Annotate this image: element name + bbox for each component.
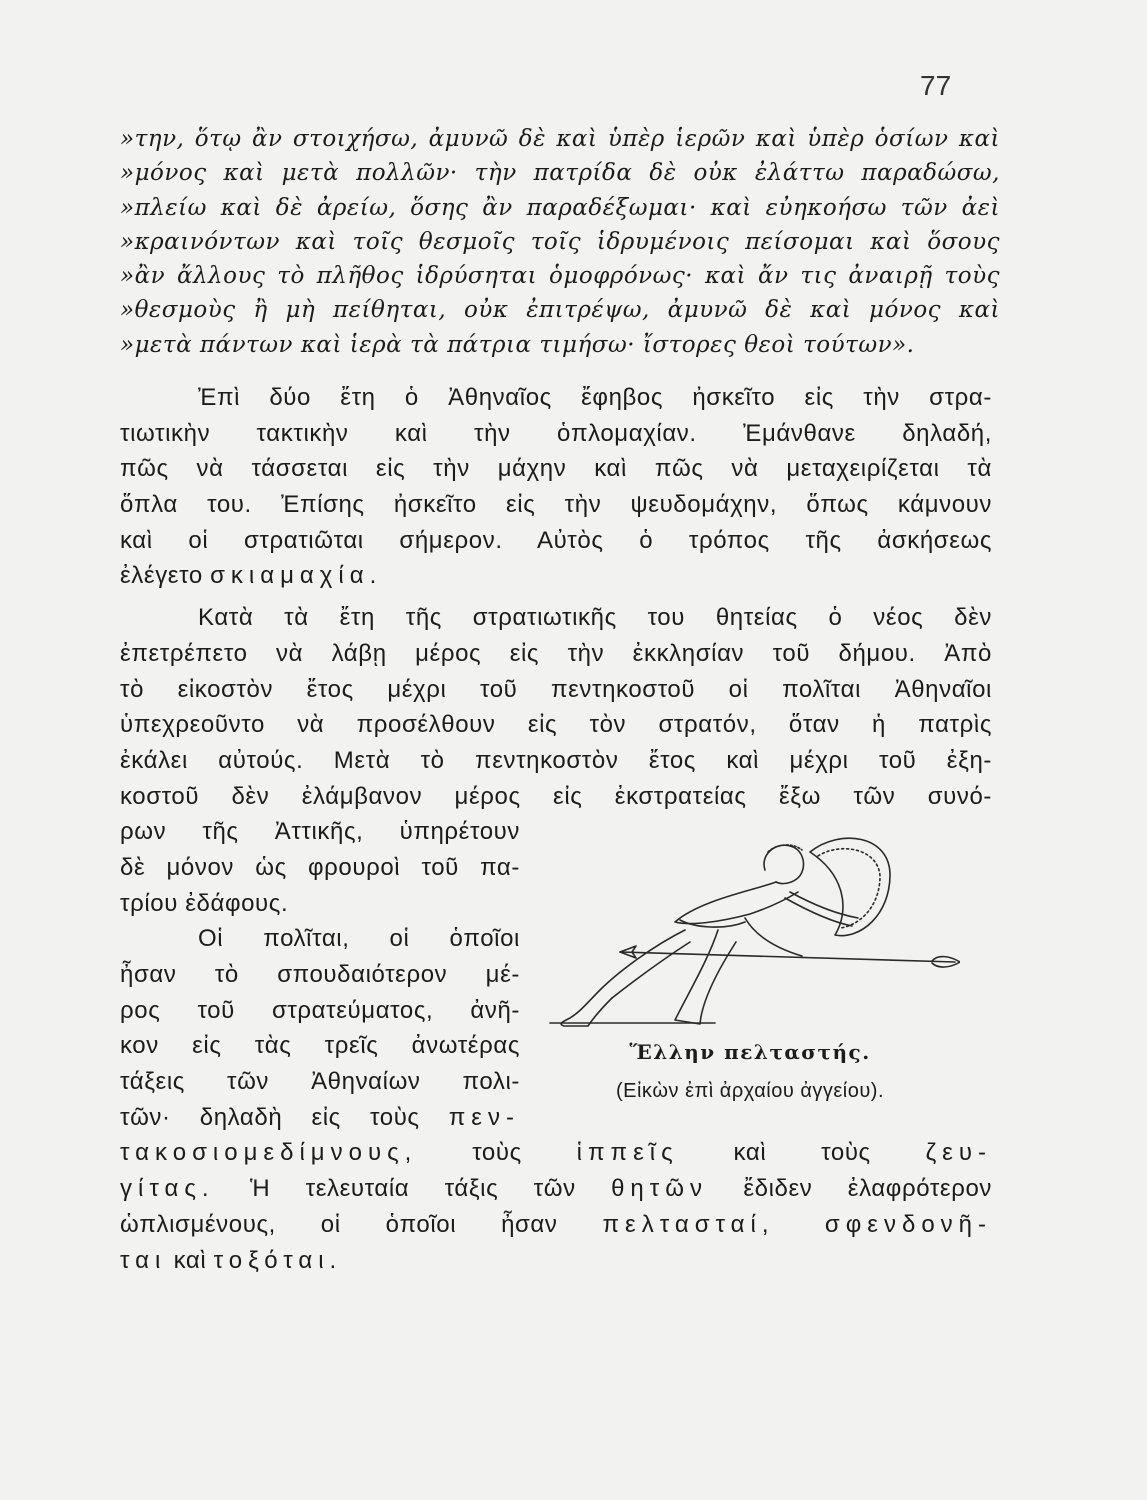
shield-shape [810, 838, 890, 935]
text-span: Ἡ τελευταία τάξις τῶν [214, 1175, 612, 1203]
text-line: ὑπεχρεοῦντο νὰ προσέλθουν εἰς τὸν στρατόν, ὅταν ἡ πατρὶς [120, 711, 992, 739]
text-line: κον εἰς τὰς τρεῖς ἀνωτέρας [120, 1032, 520, 1060]
text-span: τοὺς [417, 1139, 577, 1167]
text-line: Ἐπὶ δύο ἔτη ὁ Ἀθηναῖος ἔφηβος ἠσκεῖτο εἰς τὴν στρα- [198, 384, 992, 411]
figure-caption-source: (Εἰκὼν ἐπὶ ἀρχαίου ἀγγείου). [615, 1080, 885, 1102]
spear-line [620, 952, 955, 962]
spaced-term: τοξόται. [213, 1246, 343, 1274]
oath-line: »την, ὅτῳ ἂν στοιχήσω, ἀμυνῶ δὲ καὶ ὑπὲρ ἱερῶν καὶ ὑπὲρ ὁσίων καὶ [120, 126, 1000, 152]
text-line [120, 1243, 992, 1279]
ephebic-oath-quote [120, 122, 1000, 362]
peltast-figure [540, 830, 960, 1120]
text-span: καὶ τοὺς [678, 1139, 926, 1167]
spaced-term: θητῶν [611, 1175, 708, 1203]
spaced-term: σκιαμαχία. [210, 562, 383, 590]
oath-line: »πλείω καὶ δὲ ἀρείω, ὅσης ἂν παραδέξωμαι· καὶ εὐηκοήσω τῶν ἀεὶ [120, 194, 1000, 221]
spaced-term: ἱππεῖς [576, 1139, 679, 1167]
text-line: τάξεις τῶν Ἀθηναίων πολι- [120, 1068, 520, 1096]
figure-caption-title: Ἕλλην πελταστής. [629, 1040, 871, 1064]
text-span: ἐλέγετο [120, 562, 211, 590]
spaced-term: ται [120, 1246, 167, 1274]
oath-line: »θεσμοὺς ἢ μὴ πείθηται, οὐκ ἐπιτρέψω, ἀμυνῶ δὲ καὶ μόνος καὶ [120, 297, 1000, 324]
text-line: ρων τῆς Ἀττικῆς, ὑπηρέτουν [120, 818, 520, 846]
spaced-term: τακοσιομεδίμνους, [120, 1139, 418, 1167]
text-span: καὶ [166, 1246, 214, 1274]
oath-line: »μόνος καὶ μετὰ πολλῶν· τὴν πατρίδα δὲ οὐκ ἐλάττω παραδώσω, [120, 160, 1000, 187]
text-line [120, 558, 992, 594]
text-line: ἦσαν τὸ σπουδαιότερον μέ- [120, 961, 520, 988]
text-span: ἔδιδεν ἐλαφρότερον [707, 1175, 992, 1203]
oath-line: »κραινόντων καὶ τοῖς θεσμοῖς τοῖς ἱδρυμένοις πείσομαι καὶ ὅσους [120, 228, 1000, 255]
text-line: καὶ οἱ στρατιῶται σήμερον. Αὐτὸς ὁ τρόπος τῆς ἀσκήσεως [120, 526, 992, 554]
text-line: τρίου ἐδάφους. [120, 889, 289, 917]
text-line [120, 1207, 992, 1243]
text-line: τιωτικὴν τακτικὴν καὶ τὴν ὁπλομαχίαν. Ἐμάνθανε δηλαδή, [120, 419, 992, 447]
text-line: ἐκάλει αὐτούς. Μετὰ τὸ πεντηκοστὸν ἔτος καὶ μέχρι τοῦ ἐξη- [120, 746, 992, 774]
text-line: ὅπλα του. Ἐπίσης ἠσκεῖτο εἰς τὴν ψευδομάχην, ὅπως κάμνουν [120, 491, 992, 519]
text-line: Οἱ πολῖται, οἱ ὁποῖοι [198, 925, 520, 953]
text-span: τῶν· δηλαδὴ εἰς τοὺς [120, 1103, 449, 1131]
text-line: πῶς νὰ τάσσεται εἰς τὴν μάχην καὶ πῶς νὰ μεταχειρίζεται τὰ [120, 455, 992, 483]
text-span: ὡπλισμένους, οἱ ὁποῖοι ἦσαν [120, 1210, 603, 1238]
text-line: ἐπετρέπετο νὰ λάβῃ μέρος εἰς τὴν ἐκκλησίαν τοῦ δήμου. Ἀπὸ [120, 639, 992, 667]
page-number: 77 [920, 70, 952, 101]
text-line: τὸ εἰκοστὸν ἔτος μέχρι τοῦ πεντηκοστοῦ οἱ πολῖται Ἀθηναῖοι [120, 675, 992, 703]
text-line: Κατὰ τὰ ἔτη τῆς στρατιωτικῆς του θητείας ὁ νέος δὲν [198, 604, 992, 632]
text-line: δὲ μόνον ὡς φρουροὶ τοῦ πα- [120, 853, 520, 881]
peltast-illustration [540, 830, 960, 1030]
spaced-term: γίτας. [120, 1175, 215, 1203]
text-line [120, 1100, 520, 1136]
spaced-term: ζευ- [925, 1139, 992, 1167]
text-line [120, 1171, 992, 1207]
text-line [120, 1135, 992, 1171]
text-line: ρος τοῦ στρατεύματος, ἀνῆ- [120, 996, 520, 1024]
oath-line: »ἂν ἄλλους τὸ πλῆθος ἱδρύσηται ὁμοφρόνως· καὶ ἄν τις ἀναιρῇ τοὺς [120, 263, 1000, 290]
spaced-term: πεν- [448, 1103, 520, 1131]
spaced-term: πελτασταί, σφενδονῆ- [602, 1210, 993, 1238]
text-line: κοστοῦ δὲν ἐλάμβανον μέρος εἰς ἐκστρατείας ἔξω τῶν συνό- [120, 782, 992, 810]
oath-line: »μετὰ πάντων καὶ ἱερὰ τὰ πάτρια τιμήσω· ἴστορες θεοὶ τούτων». [120, 331, 915, 358]
